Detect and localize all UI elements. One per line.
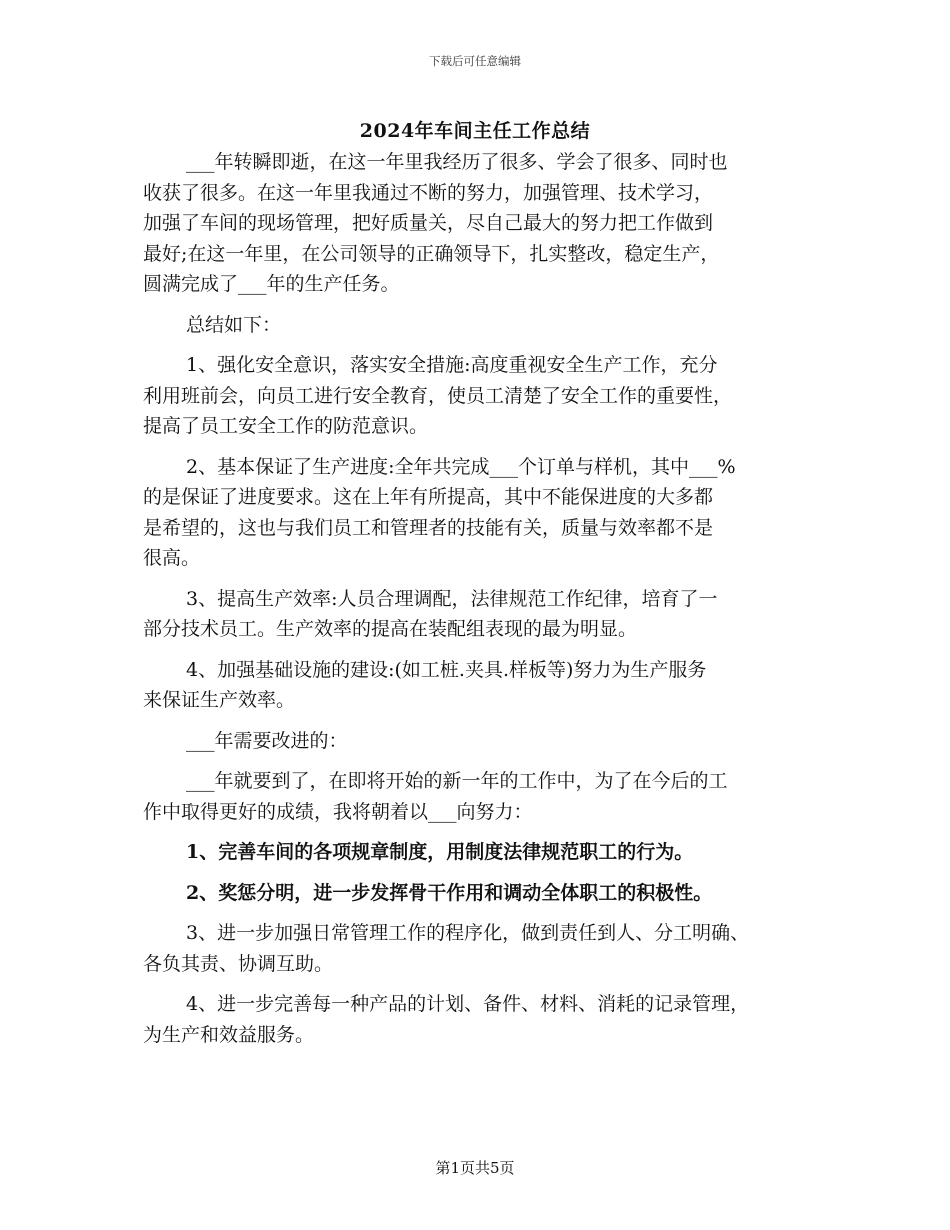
text-line: 的是保证了进度要求。这在上年有所提高，其中不能保进度的大多都 [143, 486, 714, 508]
text-line: 4、进一步完善每一种产品的计划、备件、材料、消耗的记录管理， [186, 993, 750, 1015]
paragraph-intro [143, 147, 828, 300]
text-line: 圆满完成了___年的生产任务。 [143, 273, 400, 295]
text-line: 4、加强基础设施的建设:(如工桩.夹具.样板等)努力为生产服务 [186, 658, 707, 681]
text-line: 3、提高生产效率:人员合理调配，法律规范工作纪律，培育了一 [186, 587, 718, 610]
text-line: 提高了员工安全工作的防范意识。 [143, 415, 429, 437]
paragraph-goal-4 [143, 989, 828, 1050]
text-line: 最好;在这一年里，在公司领导的正确领导下，扎实整改，稳定生产， [143, 242, 720, 265]
page-footer-number: 第1页共5页 [435, 1159, 515, 1177]
text-line: 各负其责、协调互助。 [143, 952, 334, 975]
document-body [143, 147, 828, 1050]
paragraph-improve-heading [143, 726, 828, 757]
paragraph-goal-1 [143, 837, 828, 868]
text-line: 很高。 [143, 547, 201, 569]
paragraph-item-4 [143, 655, 828, 716]
paragraph-next-year [143, 766, 828, 827]
text-line-bold: 2、奖惩分明，进一步发挥骨干作用和调动全体职工的积极性。 [186, 881, 713, 904]
text-line: 2、基本保证了生产进度:全年共完成___个订单与样机，其中___% [186, 455, 736, 478]
text-line: 作中取得更好的成绩，我将朝着以___向努力： [143, 800, 533, 823]
text-line: ___年需要改进的： [186, 729, 348, 752]
text-line: 总结如下： [186, 313, 282, 336]
text-line: 加强了车间的现场管理，把好质量关，尽自己最大的努力把工作做到 [143, 212, 714, 234]
text-line: 是希望的，这也与我们员工和管理者的技能有关，质量与效率都不是 [143, 516, 714, 539]
text-line: 来保证生产效率。 [143, 689, 296, 711]
text-line: ___年就要到了，在即将开始的新一年的工作中，为了在今后的工 [186, 770, 728, 792]
paragraph-item-1 [143, 350, 828, 442]
text-line: 3、进一步加强日常管理工作的程序化，做到责任到人、分工明确、 [186, 922, 750, 944]
text-line-bold: 1、完善车间的各项规章制度，用制度法律规范职工的行为。 [186, 841, 694, 863]
paragraph-item-2 [143, 452, 828, 574]
page-header-note: 下载后可任意编辑 [429, 54, 521, 68]
text-line: 为生产和效益服务。 [143, 1023, 315, 1046]
text-line: 收获了很多。在这一年里我通过不断的努力，加强管理、技术学习， [143, 181, 714, 204]
paragraph-item-3 [143, 584, 828, 645]
text-line: 1、强化安全意识，落实安全措施:高度重视安全生产工作，充分 [186, 354, 718, 376]
paragraph-summary-heading [143, 310, 828, 341]
text-line: 利用班前会，向员工进行安全教育，使员工清楚了安全工作的重要性， [143, 384, 733, 407]
paragraph-goal-3 [143, 918, 828, 979]
paragraph-goal-2 [143, 878, 828, 909]
document-title: 2024年车间主任工作总结 [359, 120, 591, 142]
text-line: 部分技术员工。生产效率的提高在装配组表现的最为明显。 [143, 618, 638, 640]
text-line: ___年转瞬即逝，在这一年里我经历了很多、学会了很多、同时也 [186, 151, 728, 173]
